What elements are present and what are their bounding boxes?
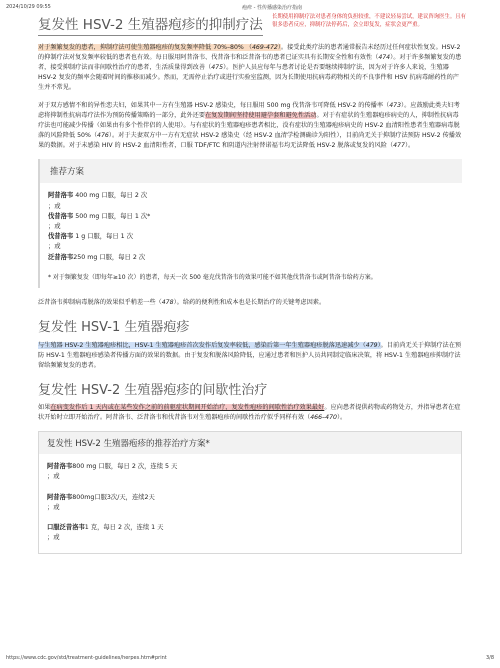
regimen-line: [47, 503, 453, 513]
regimen-line: [48, 232, 454, 242]
dose: ；或: [47, 473, 60, 481]
dose: ；或: [48, 202, 61, 210]
regimen-line: [48, 242, 454, 252]
highlight-condom-advice: 在复发期间坚持使用避孕套和避免性活动: [205, 112, 317, 120]
text: 泛昔洛韦抑制病毒脱落的效果似乎稍差一些（: [38, 299, 162, 307]
episodic-regimen-box: [38, 431, 462, 554]
drug-name: 伐昔洛韦: [48, 233, 74, 241]
citation: 478: [161, 299, 174, 307]
section-heading-hsv1: 复发性 HSV-1 生殖器疱疹: [38, 320, 190, 336]
regimen-list: [39, 454, 461, 553]
box-title: 复发性 HSV-2 生殖器疱疹的推荐治疗方案*: [39, 432, 461, 454]
text: 如果: [38, 404, 51, 412]
paragraph-transmission: [38, 101, 462, 151]
text: 对于双方感情不和的异性恋夫妇，如果其中一方有生殖器 HSV-2 感染史，每日服用 500 mg 伐昔洛韦可降低 HSV-2 的传播率（: [38, 102, 390, 110]
paragraph-episodic: [38, 403, 462, 423]
highlight-hsv1: [38, 342, 381, 349]
citation: 476: [97, 132, 109, 140]
regimen-footnote: * 对于频繁复发（即每年≥10 次）的患者，每天一次 500 毫克伐昔洛韦的效果可能不如其他伐昔洛韦或阿昔洛韦给药方案。: [48, 273, 377, 281]
text: 。目前尚无关于抑制疗法在预防 HSV-1 生殖器疱疹感染者传播方面的效果的数据。由于复发和脱落风险降低，应通过患者和医护人员共同制定临床决策，将 HSV-1 生殖器疱疹抑制疗法留给频繁复发的患者。: [38, 341, 462, 369]
page-number: 3/8: [485, 655, 494, 661]
regimen-line: [47, 533, 453, 543]
paragraph-suppressive-efficacy: [38, 43, 462, 93]
text: 。接受此类疗法的患者通常报告未经历过任何症状性复发。HSV-2 的抑制疗法对复发频率较低的患者也有效。每日服用阿昔洛韦、伐昔洛韦和泛昔洛韦的患者已证实具有长期安全性和有效性（: [38, 44, 461, 62]
dose: 500 mg 口服，每日 1 次*: [73, 212, 151, 220]
dose: 800 mg 口服，每日 2 次，连续 5 天: [72, 463, 178, 471]
regimen-line: [47, 472, 453, 482]
highlight-episodic-timing: 在病变发作后 1 天内或在某些发作之前的前驱症状期间开始治疗，复发性疱疹的间歇性治疗效果最好: [50, 404, 325, 412]
regimen-line: [47, 523, 453, 533]
red-annotation-note: 长期使用抑制疗法对患者身体的负担较重，不建议轻易尝试，建议咨询医生。且有很多患者反应，抑制疗法停药后，会立即复发，症状会更严重。: [272, 14, 467, 29]
drug-name: 伐昔洛韦: [48, 212, 74, 220]
citation: 479: [365, 341, 378, 349]
dose: 1 克，每日 2 次，连续 1 天: [84, 523, 164, 531]
section-title-row: [38, 14, 467, 40]
citation: 469-472: [251, 44, 278, 51]
text: ）。: [336, 414, 347, 422]
dose: 1 g 口服，每日 1 次: [73, 233, 133, 241]
spacer: [47, 483, 453, 493]
highlight-text-end: ）: [377, 341, 381, 349]
text: 。应向患者提供药物或药物处方，并指导患者在症状开始时立即开始治疗。阿昔洛韦、泛昔洛韦和伐昔洛韦对生殖器疱疹的间歇性治疗似乎同样有效（: [38, 404, 461, 422]
recommended-regimen-box: [38, 159, 462, 288]
text: ）。对于夫妻双方中一方有无症状 HSV-2 感染史（经 HSV-2 血清学检测确诊为阳性），目前尚无关于抑制疗法预防 HSV-2 传播效果的数据。对于未感染 HIV 的 HSV-2 血清阳性者，口服 TDF/FTC 和阴道内注射替诺福韦均无法降低 HSV-2 脱落或复发的风险（: [38, 132, 462, 150]
spacer: [47, 513, 453, 523]
regimen-line: [48, 253, 454, 263]
regimen-line: [47, 493, 453, 503]
dose: ；或: [48, 243, 61, 251]
drug-name: 口服泛昔洛韦: [47, 523, 85, 531]
citation: 475: [211, 64, 224, 72]
dose: ；或: [47, 534, 60, 542]
regimen-line: [48, 222, 454, 232]
citation: 466–470: [310, 414, 337, 422]
dose: ；或: [47, 503, 60, 511]
article: [38, 14, 467, 554]
regimen-line: [48, 212, 454, 222]
drug-name: 阿昔洛韦: [47, 493, 73, 501]
highlight-text-end: ）: [277, 44, 281, 51]
dose: ；或: [48, 223, 61, 231]
dose: 250 mg 口服，每日 2 次: [73, 253, 146, 261]
dose: 400 mg 口服，每日 2 次: [73, 192, 148, 200]
print-date: 2024/10/29 09:55: [6, 4, 51, 10]
drug-name: 阿昔洛韦: [48, 192, 74, 200]
section-heading-episodic: 复发性 HSV-2 生殖器疱疹的间歇性治疗: [38, 382, 268, 398]
regimen-line: [48, 202, 454, 212]
citation: 477: [393, 142, 405, 150]
page-url: https://www.cdc.gov/std/treatment-guidelines/herpes.htm#print: [6, 655, 167, 661]
regimen-line: [48, 191, 454, 201]
regimen-list: [40, 183, 462, 288]
print-page-title: 疱疹 - 性传播感染治疗指南: [242, 5, 302, 11]
highlight-text: 对于频繁复发的患者，抑制疗法可使生殖器疱疹的复发频率降低 70%–80% （: [38, 44, 252, 51]
highlight-efficacy: [38, 44, 281, 51]
citation: 474: [378, 54, 391, 62]
paragraph-hsv1: [38, 341, 462, 371]
text: ）。应鼓励此类夫妇考虑将抑制性抗病毒疗法作为预防传播策略的一部分，此外还要: [38, 102, 460, 120]
drug-name: 阿昔洛韦: [47, 463, 73, 471]
box-title: 推荐方案: [50, 167, 85, 178]
regimen-line: [47, 462, 453, 472]
paragraph-famciclovir: [38, 298, 462, 308]
drug-name: 泛昔洛韦: [48, 253, 74, 261]
text: ）。对于许多频繁复发的患者，接受抑制疗法而非间歇性治疗的患者，生活质量得到改善（: [38, 54, 462, 72]
text: ）。医护人员应每年与患者讨论是否要继续抑制疗法，因为对于许多人来说，生殖器 HSV-2 复发的频率会随着时间的推移而减少。然而，无需停止治疗或进行实验室监测，因为长期使用抗病毒药物相关的不良事件和 HSV 抗病毒耐药性的产生并不常见。: [38, 64, 459, 92]
text: ）。: [404, 142, 415, 150]
dose: 800mg口服3次/天，连续2天: [72, 493, 155, 501]
text: ）。给药的便利性和成本也是长期治疗的关键考虑因素。: [173, 299, 326, 307]
highlight-text: 与生殖器 HSV-2 生殖器疱疹相比，HSV-1 生殖器疱疹首次发作后复发率较低，感染后第一年生殖器疱疹脱落迅速减少（: [38, 341, 366, 349]
text: 。对于有症状的生殖器疱疹病史的人，抑制性抗病毒疗法也可能减少传播（如果由有多个性伴侣的人使用）。与有症状的生殖器疱疹患者相比，没有症状的生殖器疱疹病史的 HSV-2 血清阳性患者生殖器病毒脱落的风险降低 50%（: [38, 112, 460, 140]
citation: 473: [389, 102, 402, 110]
section-heading-suppressive: 复发性 HSV-2 生殖器疱疹的抑制疗法: [38, 17, 263, 36]
